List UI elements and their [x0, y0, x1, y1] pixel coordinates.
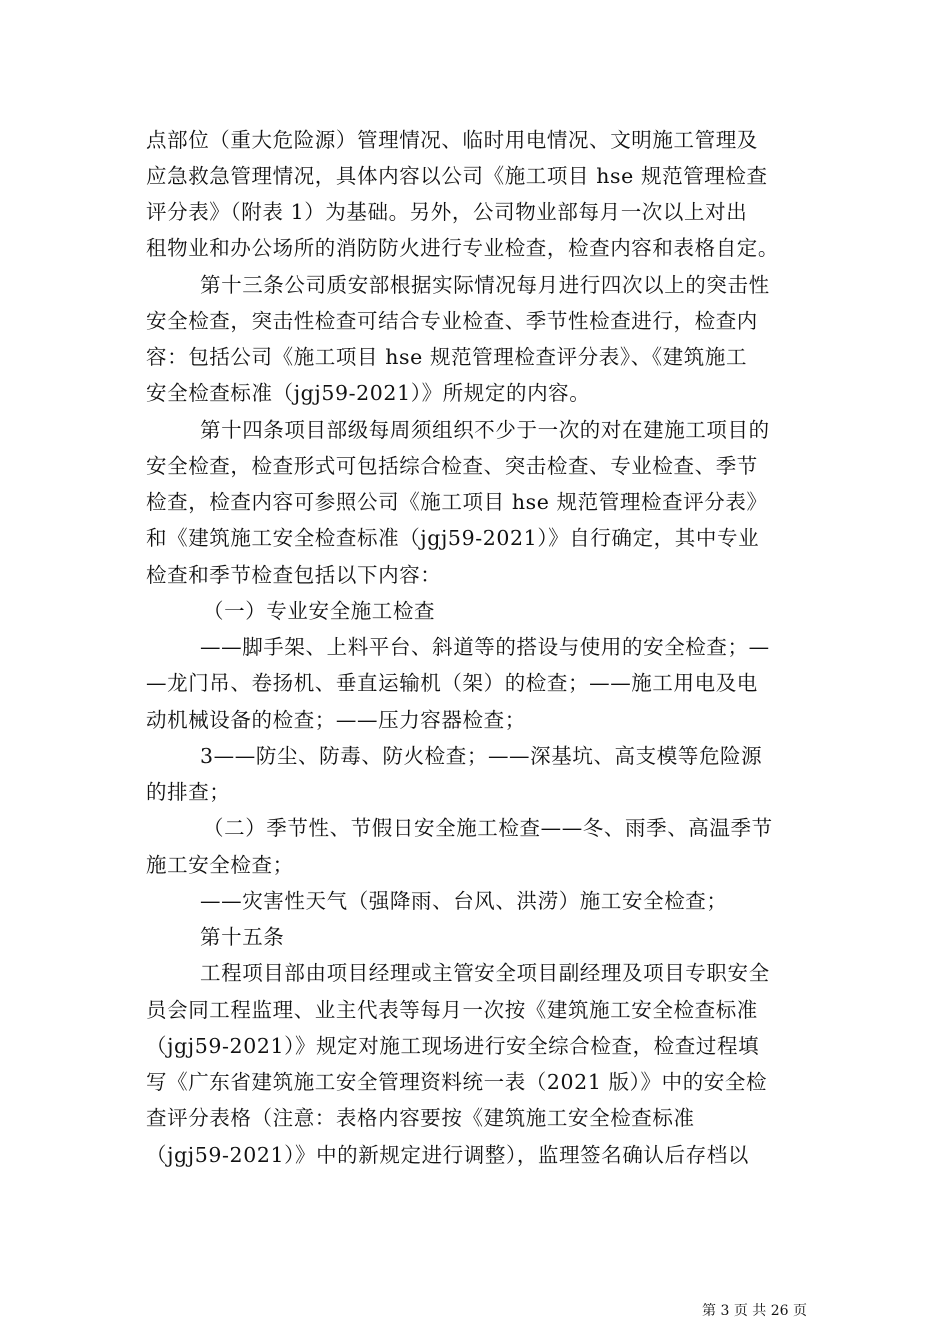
paragraph-line: ——脚手架、上料平台、斜道等的搭设与使用的安全检查；—	[200, 635, 770, 659]
paragraph-line: 3——防尘、防毒、防火检查；——深基坑、高支模等危险源	[200, 744, 763, 768]
paragraph-line: —龙门吊、卷扬机、垂直运输机（架）的检查；——施工用电及电	[146, 671, 758, 695]
paragraph-line: 和《建筑施工安全检查标准（jgj59-2021）》自行确定，其中专业	[146, 526, 760, 550]
paragraph-line: 检查，检查内容可参照公司《施工项目 hse 规范管理检查评分表》	[146, 490, 768, 514]
paragraph-line: 员会同工程监理、业主代表等每月一次按《建筑施工安全检查标准	[146, 998, 758, 1022]
paragraph-line: 动机械设备的检查；——压力容器检查；	[146, 708, 526, 732]
paragraph-line: ——灾害性天气（强降雨、台风、洪涝）施工安全检查；	[200, 889, 728, 913]
paragraph-line: （二）季节性、节假日安全施工检查——冬、雨季、高温季节	[203, 816, 773, 840]
paragraph-line: 容：包括公司《施工项目 hse 规范管理检查评分表》、《建筑施工	[146, 345, 748, 369]
paragraph-line: 的排查；	[146, 780, 231, 804]
paragraph-line: （jgj59-2021）》中的新规定进行调整），监理签名确认后存档以	[146, 1143, 749, 1167]
paragraph-line: （一）专业安全施工检查	[203, 599, 436, 623]
paragraph-line: 第十五条	[200, 925, 285, 949]
paragraph-line: 查评分表格（注意：表格内容要按《建筑施工安全检查标准	[146, 1106, 695, 1130]
paragraph-line: 安全检查标准（jgj59-2021）》所规定的内容。	[146, 381, 591, 405]
paragraph-line: 评分表》（附表 1）为基础。另外，公司物业部每月一次以上对出	[146, 200, 748, 224]
paragraph-line: 安全检查，突击性检查可结合专业检查、季节性检查进行，检查内	[146, 309, 758, 333]
paragraph-line: 点部位（重大危险源）管理情况、临时用电情况、文明施工管理及	[146, 128, 758, 152]
paragraph-line: 第十四条项目部级每周须组织不少于一次的对在建施工项目的	[200, 418, 770, 442]
paragraph-line: 工程项目部由项目经理或主管安全项目副经理及项目专职安全	[200, 961, 770, 985]
paragraph-line: 应急救急管理情况，具体内容以公司《施工项目 hse 规范管理检查	[146, 164, 768, 188]
page-number-footer: 第 3 页 共 26 页	[702, 1303, 807, 1319]
paragraph-line: 第十三条公司质安部根据实际情况每月进行四次以上的突击性	[200, 273, 770, 297]
paragraph-line: 检查和季节检查包括以下内容：	[146, 563, 442, 587]
paragraph-line: 租物业和办公场所的消防防火进行专业检查，检查内容和表格自定。	[146, 236, 779, 260]
paragraph-line: 写《广东省建筑施工安全管理资料统一表（2021 版）》中的安全检	[146, 1070, 768, 1094]
paragraph-line: （jgj59-2021）》规定对施工现场进行安全综合检查，检查过程填	[146, 1034, 760, 1058]
paragraph-line: 安全检查，检查形式可包括综合检查、突击检查、专业检查、季节	[146, 454, 758, 478]
paragraph-line: 施工安全检查；	[146, 853, 294, 877]
